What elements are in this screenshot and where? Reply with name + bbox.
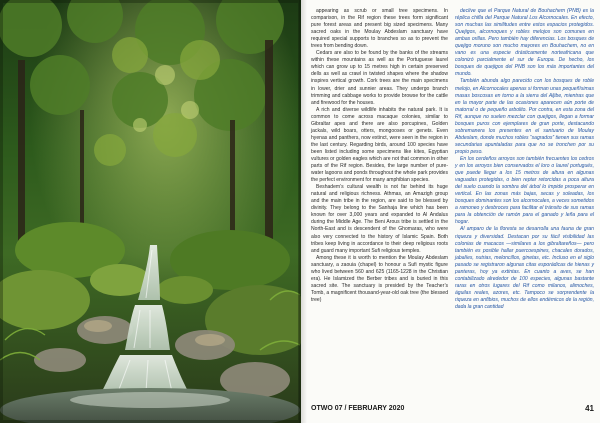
article-paragraph: En los cerdeños arroyos son también frecuentes los cedros y en los arroyos bien conservados el loro o laurel portugués, que puede llegar a los 15 metros de altura en algunas vaguadas protegidas, o bien reptar retorcidas a poca altura del suelo cuando la sombra del árbol lo impide prosperar en vertical. En las zonas más bajas, secas y soleadas, los bosques dominantes son los alcornocales, a veces sometidos a ramoneo y desbroces para facilitar el tránsito de sus ramas para la obtención de ramón para el ganado y leña para el hogar. xyxy=(455,155,594,226)
page-number: 41 xyxy=(585,404,594,413)
article-paragraph: Al amparo de la floresta se desarrolla una fauna de gran riqueza y diversidad. Destacan por su fácil visibilidad las colonias de macacos —similares a los gibraltareños— pero también es posible hallar puercoespines, chacales dorados, jabalíes, nutrias, meloncillos, ginetas, etc. Incluso en el siglo pasado se registraron algunas citas esporádicas de hienas y panteras, hoy ya extintas. En cuanto a aves, se han contabilizado alrededor de 100 especies, algunas bastante raras en otros lugares del Rif como milanos, alimoches, águilas reales, azores, etc. Tampoco se sorprendente la riqueza en anfibios, muchos de ellos endémicos de la región, dada la gran cantidad xyxy=(455,226,594,310)
page-footer xyxy=(311,404,594,414)
page-gutter-shadow xyxy=(299,0,307,423)
publication-issue: OTWO 07 / FEBRUARY 2020 xyxy=(311,405,405,412)
article-paragraph: Among these it is worth to mention the Moulay Abdeslam sanctuary, a zaouia (chapel) to honour a Sufi mystic figure who lived between 560 and 625 (1165-1228 in the Christian era). He Islamized the Berber tribes and is buried in this sacred site. The sanctuary is presided by the Teacher’s Tomb, a magnificent thousand-year-old oak tree (the blessed tree) xyxy=(311,254,448,303)
article-paragraph: declive que el Parque Natural de Bouhachem (PNB) es la réplica chifla del Parque Natural Los Alcornocales. En efecto, son muchas las similitudes entre estos espacios protegidos. Quejigos, alcornoques y robles melojos son comunes en ambas orillas. Pero también hay diferencias. Los bosques de quejigo moruno son mucho mayores en Bouhachem, no en vano es una especie drásticamente norteafricana que colonizó parcialmente el sur de Europa. De hecho, los bosques de quejigos del PNB son los más importantes del mundo. xyxy=(455,8,594,78)
article-paragraph: appearing as scrub or small tree specimens. In comparison, in the Rif region these trees form significant pure forest areas and present big sized specimens. Many sacred oaks in the Moulay Abdeslam sanctuary have required special supports to branches so as to prevent the trees from bending down. xyxy=(311,8,448,50)
article-paragraph: Cedars are also to be found by the banks of the streams within these mountains as well as the Portuguese laurel which can grow up to 15 metres high in certain preserved dells as well as crawl in twisted shapes where the shadow inspires vertical growth. Cork trees are the main specimens in lower, drier and sunnier areas. They undergo branch trimming and cabbage works to provide browse for the cattle and firewood for the houses. xyxy=(311,50,448,106)
article-column-english xyxy=(311,8,448,304)
article-paragraph: También abunda algo parecido con los bosques de roble melojo, en Alcornocales apenas si forman unas pequeñísimas masas boscosas en torno a la sierra del Aljibe, mientras que en la mayor parte de las ocasiones aparecen aún porte de matorral o de pequeño arbolito. Por contra, en esta zona del Rif, aunque no suelen mezclar con quejigos, llegan a formar bosques puros con ejemplares de gran porte, destacando sobremanera los presentes en el santuario de Moulay Abdeslam, donde muchos robles “sagrados” tienen sus ramas secundarias apuntaladas para que no se tronchen por su propio peso. xyxy=(455,78,594,155)
article-column-spanish xyxy=(455,8,594,311)
article-paragraph: A rich and diverse wildlife inhabits the natural park. It is common to come across macaque colonies, similar to Gibraltar apes and there are also porcupines, Golden jackals, wild boars, otters, mongooses or genets. Even hyenas and panthers, now extinct, were seen in the region in the last century. Regarding birds, around 100 species have been listed including some specimens like kites, Egyptian vultures or golden eagles which are not that common in other parts of the Rif region. Besides, the large number of pure-water lagoons and ponds throughout the whole park provides the perfect environment for many amphibian species. xyxy=(311,106,448,184)
article-paragraph: Beshadem’s cultural wealth is not far behind its huge natural and religious richness. Athmas, an Amazigh group and the main tribe in the region, are said to be blessed by divinity. They belong to the Sanhaja line which has been known for over 3,000 years and expanded to Al Andalus during the Middle Age. The Beni Arous tribe is settled in the North-East and is descendent of the Ghomaras, who were also very connected to the history of Islamic Spain. Both tribes keep living in accordance to their deep religious roots and guard many important Sufi religious temples. xyxy=(311,184,448,254)
